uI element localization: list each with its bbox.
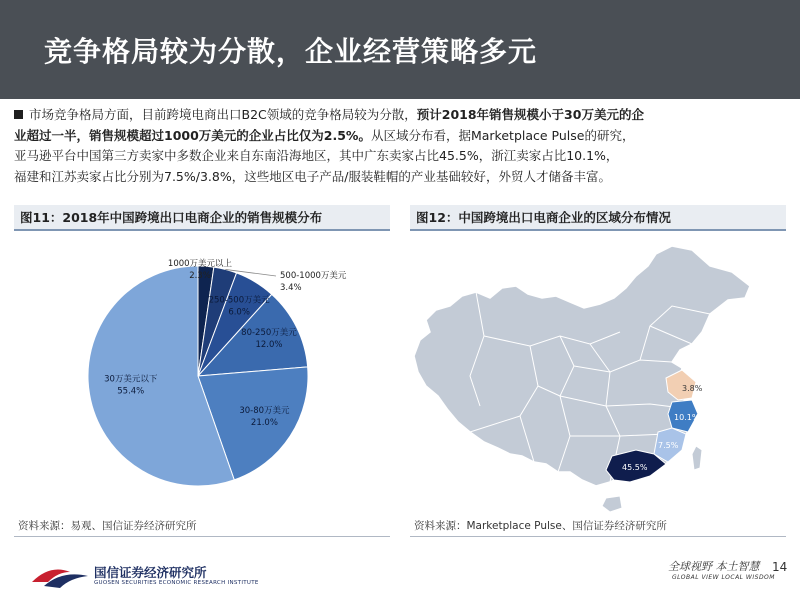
page-number: 14 bbox=[772, 560, 788, 574]
pie-label-name-3: 80-250万美元 bbox=[241, 327, 297, 338]
slogan-english: GLOBAL VIEW LOCAL WISDOM bbox=[672, 574, 775, 581]
label-guangdong: 45.5% bbox=[622, 463, 648, 472]
taiwan bbox=[692, 446, 702, 470]
para-bold-1: 预计2018年销售规模小于30万美元的企 bbox=[416, 107, 644, 122]
pie-chart-area bbox=[14, 236, 390, 516]
pie-label-name-1: 500-1000万美元 bbox=[280, 271, 347, 281]
body-paragraph bbox=[14, 105, 786, 187]
logo-chinese-name: 国信证券经济研究所 bbox=[94, 565, 207, 580]
pie-chart bbox=[14, 236, 390, 516]
slogan-chinese: 全球视野 本土智慧 bbox=[668, 560, 760, 573]
label-zhejiang: 10.1% bbox=[674, 413, 700, 422]
para-bold-2: 业超过一半，销售规模超过1000万美元的企业占比仅为2.5%。 bbox=[14, 127, 371, 143]
pie-label-name-0: 1000万美元以上 bbox=[167, 259, 233, 269]
pie-label-value-3: 12.0% bbox=[255, 339, 283, 350]
para-part-4: 福建和江苏卖家占比分别为7.5%/3.8%，这些地区电子产品/服装鞋帽的产业基础较好，外贸人才储备丰富。 bbox=[14, 168, 611, 184]
guosen-logo-icon bbox=[30, 560, 90, 590]
label-jiangsu: 3.8% bbox=[682, 384, 703, 393]
pie-label-value-0: 2.3% bbox=[189, 271, 211, 281]
pie-label-value-5: 55.4% bbox=[117, 386, 145, 397]
pie-label-name-4: 30-80万美元 bbox=[239, 406, 290, 417]
pie-label-name-2: 250-500万美元 bbox=[208, 295, 270, 306]
figure-12-source: 资料来源：Marketplace Pulse、国信证券经济研究所 bbox=[414, 520, 667, 532]
slide-title: 竞争格局较为分散，企业经营策略多元 bbox=[44, 35, 538, 68]
figure-11-source: 资料来源：易观、国信证券经济研究所 bbox=[18, 520, 197, 532]
para-part-3: 亚马逊平台中国第三方卖家中多数企业来自东南沿海地区，其中广东卖家占比45.5%，浙江卖家占比10.1%， bbox=[14, 148, 619, 163]
pie-label-value-2: 6.0% bbox=[228, 307, 250, 318]
source-divider-right bbox=[410, 536, 786, 537]
china-map-area bbox=[410, 236, 786, 516]
title-bar bbox=[0, 0, 800, 99]
pie-label-name-5: 30万美元以下 bbox=[104, 374, 158, 385]
china-map bbox=[410, 236, 786, 516]
source-divider-left bbox=[14, 536, 390, 537]
figure-12-title: 图12：中国跨境出口电商企业的区域分布情况 bbox=[410, 205, 786, 231]
para-part-2: 从区域分布看，据Marketplace Pulse的研究， bbox=[370, 127, 635, 143]
square-bullet-icon bbox=[14, 110, 23, 119]
pie-label-value-4: 21.0% bbox=[250, 418, 278, 429]
para-part-1: 市场竞争格局方面，目前跨境电商出口B2C领域的竞争格局较为分散， bbox=[29, 107, 417, 122]
figure-11-title: 图11：2018年中国跨境出口电商企业的销售规模分布 bbox=[14, 205, 390, 231]
hainan bbox=[602, 496, 622, 512]
label-fujian: 7.5% bbox=[658, 441, 679, 450]
logo-english-name: GUOSEN SECURITIES ECONOMIC RESEARCH INSTITUTE bbox=[94, 580, 259, 586]
pie-label-value-1: 3.4% bbox=[280, 283, 302, 293]
